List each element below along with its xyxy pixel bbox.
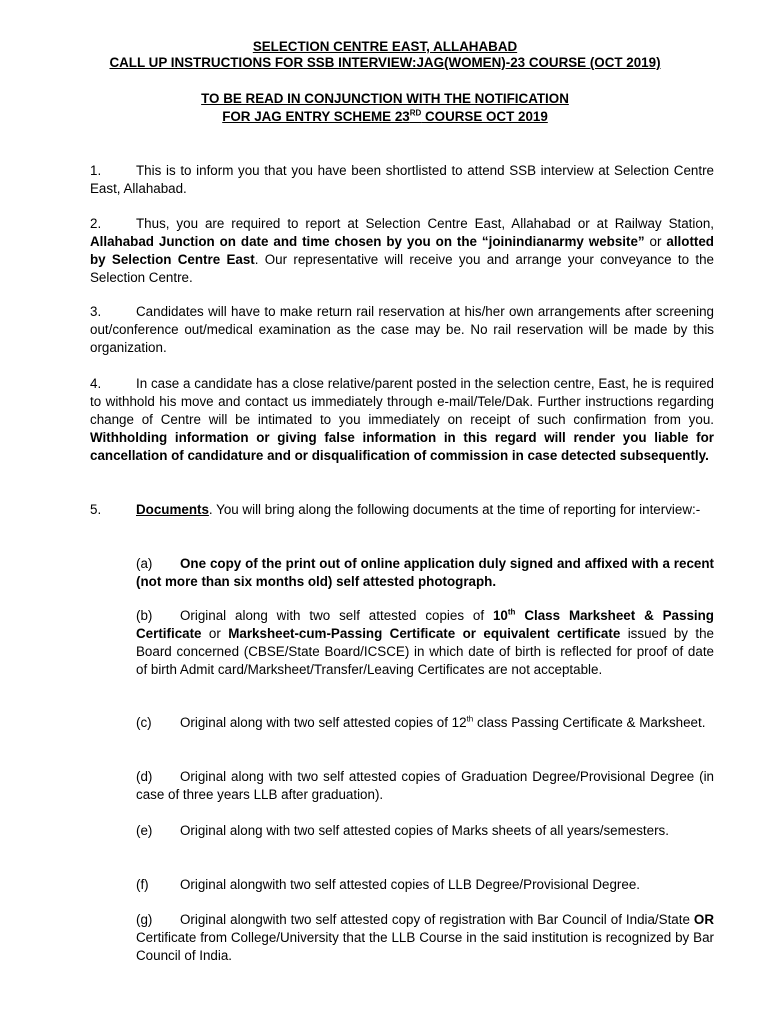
header-title-line2: CALL UP INSTRUCTIONS FOR SSB INTERVIEW:JAG(WOMEN)-23 COURSE (OCT 2019) (109, 55, 661, 70)
paragraph-5-text: . You will bring along the following documents at the time of reporting for interview:- (208, 502, 701, 517)
paragraph-5 (136, 501, 714, 519)
header-subtitle-line1: TO BE READ IN CONJUNCTION WITH THE NOTIFICATION (201, 91, 569, 106)
item-f-text: Original alongwith two self attested copies of LLB Degree/Provisional Degree. (180, 877, 640, 892)
item-b-bold-3: Marksheet-cum-Passing Certificate or equivalent certificate (228, 626, 621, 641)
paragraph-2-bold-1: Allahabad Junction on date and time chosen by you on the “joinindianarmy website” (90, 234, 645, 249)
paragraph-3 (90, 303, 714, 357)
item-b-bold-1: 10 (492, 608, 508, 623)
document-item-d (136, 768, 714, 804)
item-b-text-2: or (201, 626, 229, 641)
paragraph-5-number: 5. (90, 502, 102, 517)
item-c-text-2: class Passing Certificate & Marksheet. (473, 715, 706, 730)
document-item-f (136, 876, 714, 894)
paragraph-2-text-3: . Our representative will receive you and arrange your conveyance to the Selection Centre. (90, 252, 714, 285)
item-e-label: (e) (136, 823, 153, 838)
paragraph-1-number: 1. (90, 163, 102, 178)
paragraph-3-number: 3. (90, 304, 102, 319)
item-c-sup: th (466, 714, 474, 724)
paragraph-4-text: In case a candidate has a close relative/parent posted in the selection centre, East, he is required to withhold his move and contact us immediately through e-mail/Tele/Dak. Further instructions regarding change of Centre will be intimated to you immediately on receipt of such confirmation from you. (90, 376, 714, 427)
paragraph-3-text: Candidates will have to make return rail reservation at his/her own arrangements after screening out/conference out/medical examination as the case may be. No rail reservation will be made by this organization. (90, 304, 714, 355)
document-item-g (136, 911, 714, 965)
paragraph-2-text-2: or (644, 234, 667, 249)
item-b-text-1: Original along with two self attested copies of (180, 608, 493, 623)
item-g-label: (g) (136, 912, 153, 927)
item-b-bold-2: Class Marksheet & Passing Certificate (136, 608, 714, 641)
paragraph-2-bold-2: allotted by Selection Centre East (90, 234, 714, 267)
document-item-e (136, 822, 714, 840)
document-item-c (136, 714, 714, 732)
paragraph-2 (90, 215, 714, 287)
paragraph-4-number: 4. (90, 376, 102, 391)
item-c-label: (c) (136, 715, 152, 730)
header-subtitle-text-b: COURSE OCT 2019 (421, 109, 548, 124)
paragraph-1 (90, 162, 714, 198)
item-b-sup: th (507, 607, 516, 617)
document-item-a (136, 555, 714, 591)
header-title-line1: SELECTION CENTRE EAST, ALLAHABAD (252, 39, 518, 54)
document-item-b (136, 607, 714, 679)
item-b-text-3: issued by the Board concerned (CBSE/State Board/ICSCE) in which date of birth is reflected for proof of date of birth Admit card/Marksheet/Transfer/Leaving Certificates are not acceptable. (136, 626, 714, 677)
item-g-text-1: Original alongwith two self attested copy of registration with Bar Council of India/State (180, 912, 694, 927)
item-f-label: (f) (136, 877, 149, 892)
item-c-text-1: Original along with two self attested copies of 12 (180, 715, 467, 730)
item-g-text-2: Certificate from College/University that the LLB Course in the said institution is recognized by Bar Council of India. (136, 930, 714, 963)
item-a-label: (a) (136, 556, 153, 571)
paragraph-4 (90, 375, 714, 465)
header-subtitle-text-a: FOR JAG ENTRY SCHEME 23 (222, 109, 410, 124)
item-g-bold: OR (693, 912, 714, 927)
paragraph-2-number: 2. (90, 216, 102, 231)
paragraph-5-title: Documents (136, 502, 209, 517)
item-b-label: (b) (136, 608, 153, 623)
paragraph-1-text: This is to inform you that you have been shortlisted to attend SSB interview at Selection Centre East, Allahabad. (90, 163, 714, 196)
item-a-bold: One copy of the print out of online application duly signed and affixed with a recent (not more than six months old) self attested photograph. (136, 556, 714, 589)
header-subtitle-sup: RD (409, 108, 422, 118)
paragraph-4-bold: Withholding information or giving false information in this regard will render you liable for cancellation of candidature and or disqualification of commission in case detected subsequently. (90, 430, 714, 463)
item-d-label: (d) (136, 769, 153, 784)
paragraph-2-text-1: Thus, you are required to report at Selection Centre East, Allahabad or at Railway Station, (136, 216, 714, 231)
header-subtitle-line2 (0, 108, 770, 125)
item-e-text: Original along with two self attested copies of Marks sheets of all years/semesters. (180, 823, 669, 838)
item-d-text: Original along with two self attested copies of Graduation Degree/Provisional Degree (in case of three years LLB after graduation). (136, 769, 714, 802)
